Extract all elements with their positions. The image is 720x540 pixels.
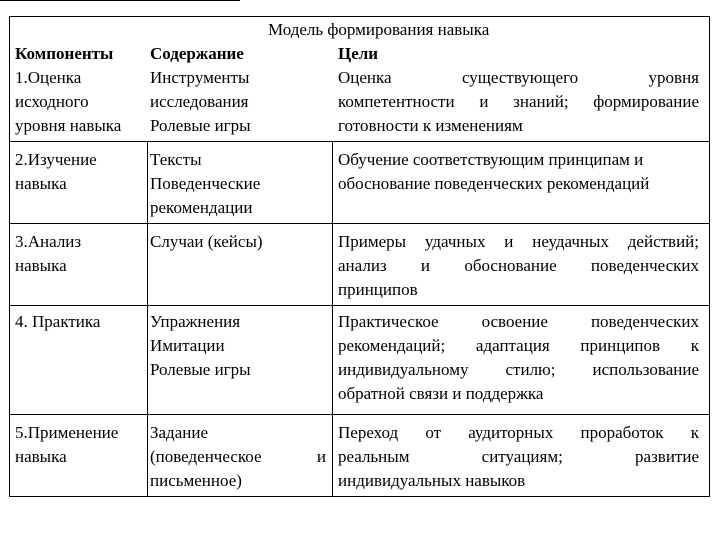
row1-content: Инструменты исследования Ролевые игры — [150, 68, 251, 135]
header-components: Компоненты — [15, 44, 114, 63]
column-divider — [147, 141, 148, 497]
column-divider — [332, 141, 333, 497]
header-content: Содержание — [150, 44, 244, 63]
row3-component: 3.Анализ навыка — [15, 232, 82, 275]
row5-component: 5.Применение навыка — [15, 423, 119, 466]
row4-goal: Практическое освоение поведенческих рекомендаций; адаптация принципов к индивидуальному стилю; использование обратной связи и поддержка — [338, 312, 699, 403]
row4-component: 4. Практика — [15, 312, 101, 331]
row5-goal: Переход от аудиторных проработок к реальным ситуациям; развитие индивидуальных навыков — [338, 423, 699, 490]
row2-goal: Обучение соответствующим принципам и обоснование поведенческих рекомендаций — [338, 150, 650, 193]
table-title: Модель формирования навыка — [268, 20, 490, 39]
top-decor-line — [0, 0, 240, 1]
row5-content: Задание (поведенческое и письменное) — [150, 423, 326, 490]
row3-goal: Примеры удачных и неудачных действий; анализ и обоснование поведенческих принципов — [338, 232, 699, 299]
row-divider — [9, 414, 710, 415]
row-divider — [9, 305, 710, 306]
row-divider — [9, 223, 710, 224]
row1-component: 1.Оценка исходного уровня навыка — [15, 68, 122, 135]
row1-goal: Оценка существующего уровня компетентности и знаний; формирование готовности к изменениям — [338, 68, 699, 135]
row4-content: Упражнения Имитации Ролевые игры — [150, 312, 251, 379]
row-divider — [9, 141, 710, 142]
header-goals: Цели — [338, 44, 379, 63]
row2-content: Тексты Поведенческие рекомендации — [150, 150, 261, 217]
row3-content: Случаи (кейсы) — [150, 232, 263, 251]
row2-component: 2.Изучение навыка — [15, 150, 97, 193]
